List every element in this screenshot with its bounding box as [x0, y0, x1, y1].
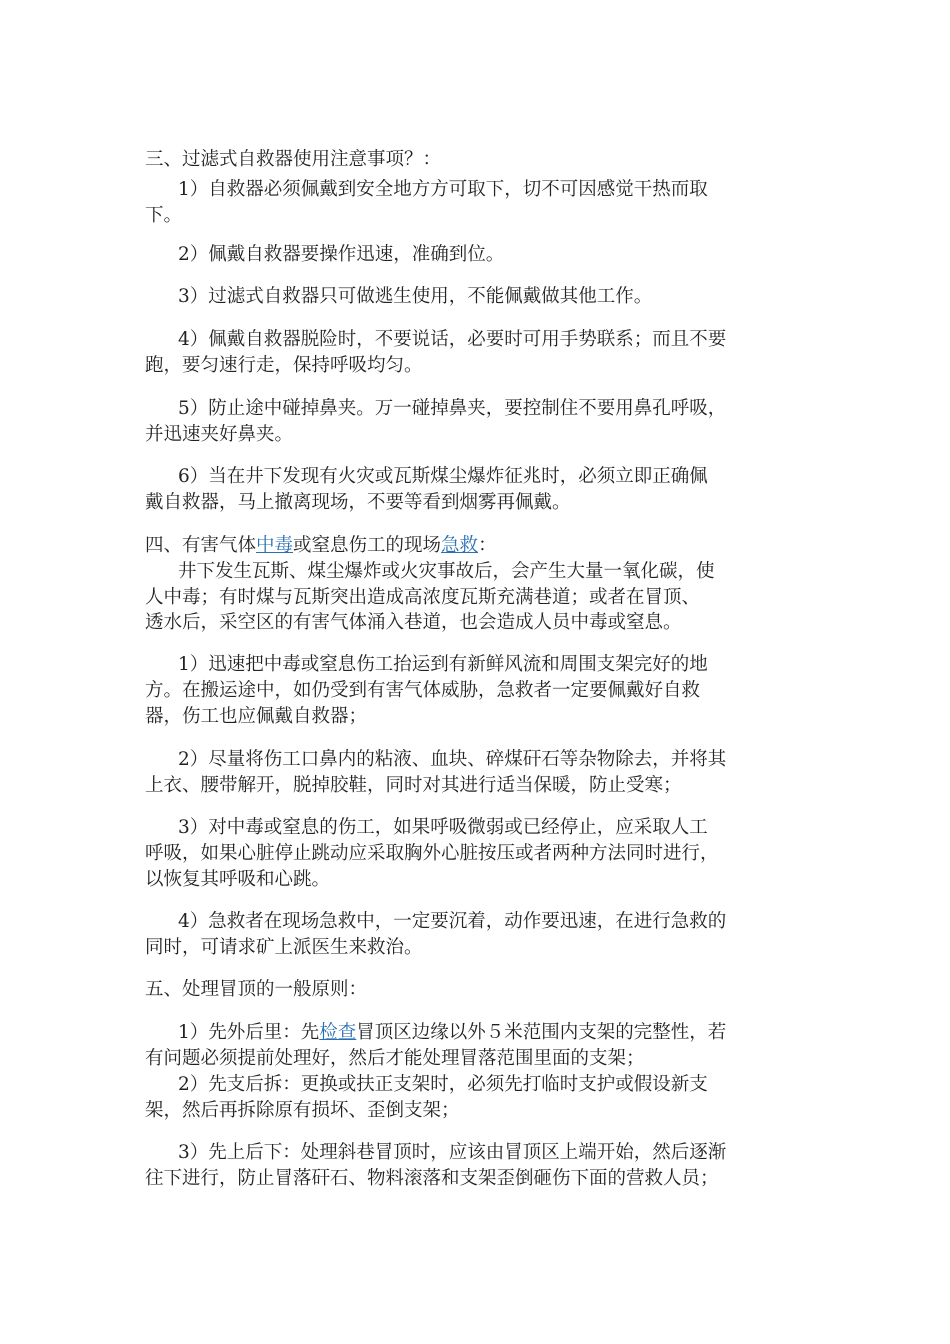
s3-item-1-cont: 下。	[145, 205, 183, 226]
s4-intro-cont-2: 透水后，采空区的有害气体涌入巷道，也会造成人员中毒或窒息。	[145, 612, 682, 633]
s4-item-1-cont-2: 器，伤工也应佩戴自救器；	[145, 706, 368, 727]
s4-item-3: 3）对中毒或窒息的伤工，如果呼吸微弱或已经停止，应采取人工	[178, 817, 708, 838]
s4-item-2: 2）尽量将伤工口鼻内的粘液、血块、碎煤矸石等杂物除去，并将其	[178, 749, 727, 770]
s3-item-6-cont: 戴自救器，马上撤离现场，不要等看到烟雾再佩戴。	[145, 492, 571, 513]
s4-item-3-cont-1: 呼吸，如果心脏停止跳动应采取胸外心脏按压或者两种方法同时进行，	[145, 843, 719, 864]
s5-item-1-text-2: 冒顶区边缘以外５米范围内支架的完整性，若	[356, 1022, 727, 1043]
s3-item-5: 5）防止途中碰掉鼻夹。万一碰掉鼻夹，要控制住不要用鼻孔呼吸，	[178, 398, 727, 419]
s3-item-4-cont: 跑，要匀速行走，保持呼吸均匀。	[145, 355, 423, 376]
s4-item-1: 1）迅速把中毒或窒息伤工抬运到有新鲜风流和周围支架完好的地	[178, 654, 708, 675]
s3-item-6: 6）当在井下发现有火灾或瓦斯煤尘爆炸征兆时，必须立即正确佩	[178, 466, 708, 487]
s4-intro-cont-1: 人中毒；有时煤与瓦斯突出造成高浓度瓦斯充满巷道；或者在冒顶、	[145, 587, 701, 608]
s5-item-1-cont: 有问题必须提前处理好，然后才能处理冒落范围里面的支架；	[145, 1048, 645, 1069]
section-4-heading	[145, 534, 810, 558]
s4-heading-text: 四、有害气体	[145, 535, 257, 556]
link-inspect[interactable]: 检查	[319, 1022, 357, 1043]
s4-item-3-cont-2: 以恢复其呼吸和心跳。	[145, 869, 331, 890]
section-5-heading: 五、处理冒顶的一般原则：	[145, 979, 368, 1000]
s4-intro: 井下发生瓦斯、煤尘爆炸或火灾事故后，会产生大量一氧化碳，使	[178, 561, 715, 582]
s4-heading-text-2: 或窒息伤工的现场	[293, 535, 442, 556]
link-poisoning[interactable]: 中毒	[256, 535, 294, 556]
s3-item-2: 2）佩戴自救器要操作迅速，准确到位。	[178, 244, 505, 265]
s3-item-5-cont: 并迅速夹好鼻夹。	[145, 424, 294, 445]
s3-item-4: 4）佩戴自救器脱险时，不要说话，必要时可用手势联系；而且不要	[178, 329, 727, 350]
s5-item-1-text: 1）先外后里：先	[178, 1022, 320, 1043]
s5-item-2: 2）先支后拆：更换或扶正支架时，必须先打临时支护或假设新支	[178, 1074, 708, 1095]
s4-item-2-cont: 上衣、腰带解开，脱掉胶鞋，同时对其进行适当保暖，防止受寒；	[145, 775, 682, 796]
link-first-aid[interactable]: 急救	[441, 535, 479, 556]
s5-item-1	[178, 1021, 843, 1045]
s5-item-2-cont: 架，然后再拆除原有损坏、歪倒支架；	[145, 1100, 460, 1121]
s4-heading-colon: ：	[478, 535, 497, 556]
s4-item-1-cont-1: 方。在搬运途中，如仍受到有害气体威胁，急救者一定要佩戴好自救	[145, 680, 701, 701]
s5-item-3: 3）先上后下：处理斜巷冒顶时，应该由冒顶区上端开始，然后逐渐	[178, 1142, 727, 1163]
s3-item-3: 3）过滤式自救器只可做逃生使用，不能佩戴做其他工作。	[178, 286, 653, 307]
section-3-heading: 三、过滤式自救器使用注意事项？：	[145, 149, 442, 170]
s4-item-4-cont: 同时，可请求矿上派医生来救治。	[145, 937, 423, 958]
s4-item-4: 4）急救者在现场急救中，一定要沉着，动作要迅速，在进行急救的	[178, 911, 727, 932]
s5-item-3-cont: 往下进行，防止冒落矸石、物料滚落和支架歪倒砸伤下面的营救人员；	[145, 1168, 719, 1189]
s3-item-1: 1）自救器必须佩戴到安全地方方可取下，切不可因感觉干热而取	[178, 179, 708, 200]
